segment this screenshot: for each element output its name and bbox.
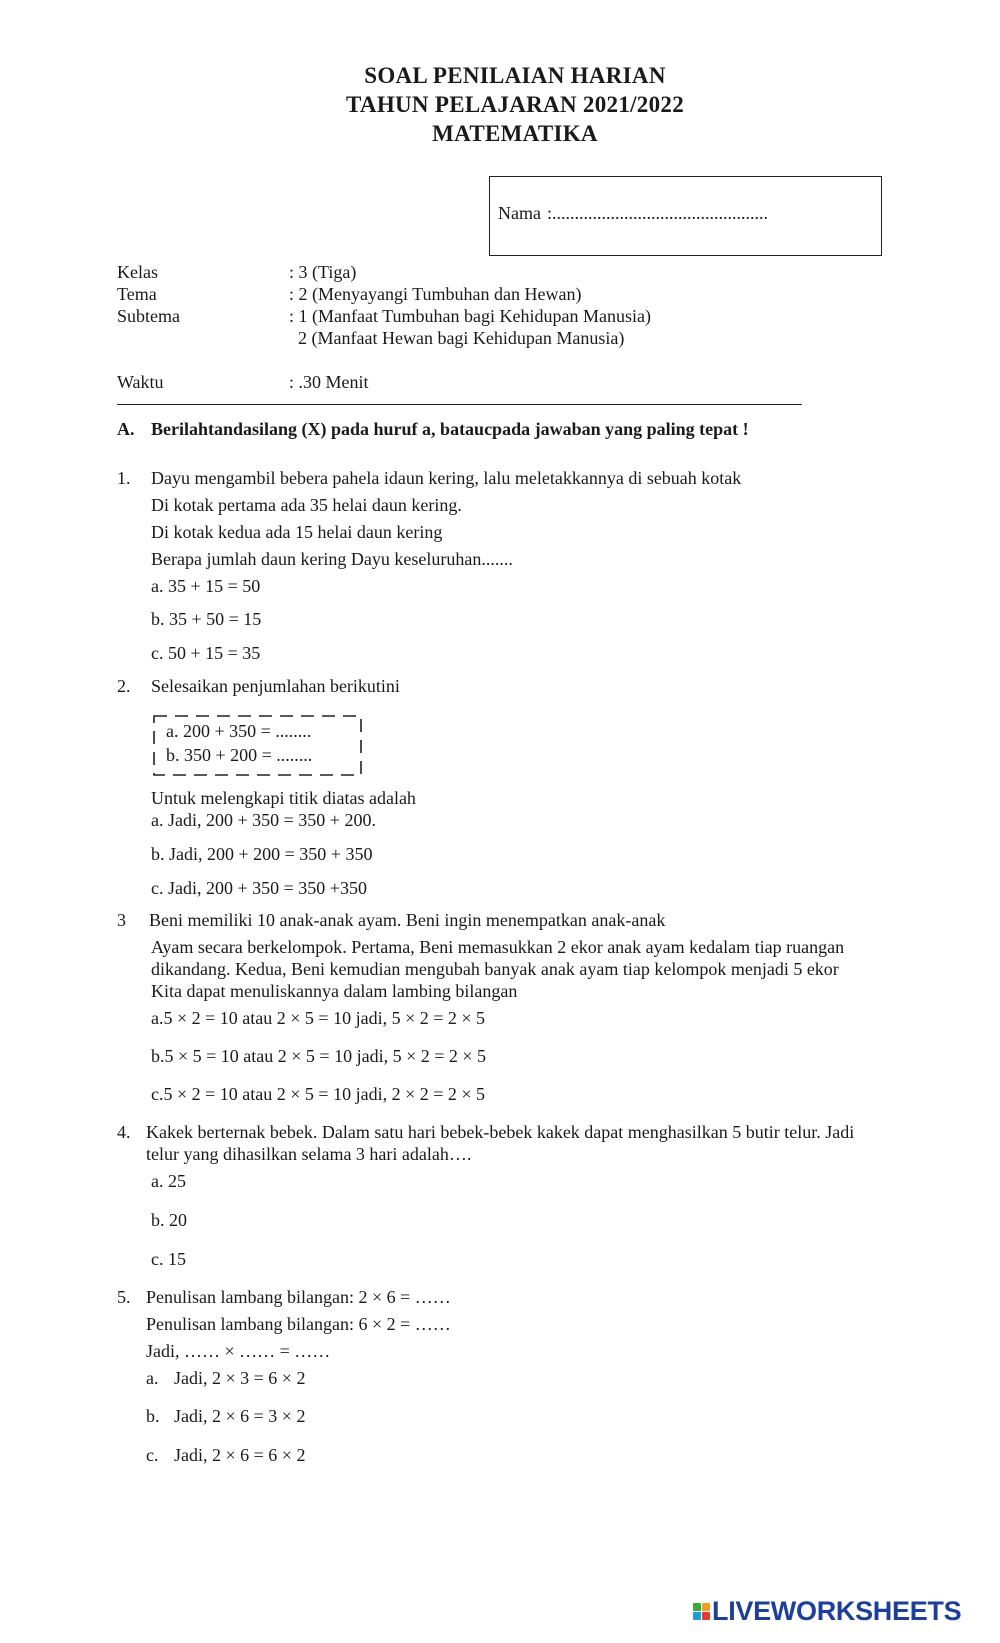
q2-text-2: Untuk melengkapi titik diatas adalah xyxy=(151,788,416,808)
q5-option-b-letter: b. xyxy=(146,1406,160,1426)
q3-text-3: dikandang. Kedua, Beni kemudian mengubah banyak anak ayam tiap kelompok menjadi 5 ekor xyxy=(151,959,839,979)
doc-title-line2: TAHUN PELAJARAN 2021/2022 xyxy=(345,92,685,117)
q5-option-a-letter: a. xyxy=(146,1368,159,1388)
q2-option-c[interactable]: c. Jadi, 200 + 350 = 350 +350 xyxy=(151,878,367,898)
logo-square-orange xyxy=(702,1603,710,1611)
doc-title-line1: SOAL PENILAIAN HARIAN xyxy=(364,63,666,88)
q5-option-c-letter: c. xyxy=(146,1445,159,1465)
tema-label: Tema xyxy=(117,284,157,304)
q1-text-4: Berapa jumlah daun kering Dayu keseluruhan....... xyxy=(151,549,513,569)
logo-square-cyan xyxy=(693,1612,701,1620)
waktu-value: : .30 Menit xyxy=(289,372,369,392)
q3-option-b[interactable]: b.5 × 5 = 10 atau 2 × 5 = 10 jadi, 5 × 2 = 2 × 5 xyxy=(151,1046,487,1066)
waktu-label: Waktu xyxy=(117,372,164,392)
subtema-label: Subtema xyxy=(117,306,180,326)
kelas-value: : 3 (Tiga) xyxy=(289,262,357,282)
logo-mark-icon xyxy=(693,1603,710,1620)
q2-box-line-b: b. 350 + 200 = ........ xyxy=(166,745,313,765)
q4-option-c[interactable]: c. 15 xyxy=(151,1249,186,1269)
q5-text-3: Jadi, …… × …… = …… xyxy=(146,1341,331,1361)
q1-option-a[interactable]: a. 35 + 15 = 50 xyxy=(151,576,261,596)
q2-option-a[interactable]: a. Jadi, 200 + 350 = 350 + 200. xyxy=(151,810,376,830)
logo-square-green xyxy=(693,1603,701,1611)
section-instruction: Berilahtandasilang (X) pada huruf a, bataucpada jawaban yang paling tepat ! xyxy=(151,419,749,439)
q2-number: 2. xyxy=(117,676,131,696)
q5-text-1: Penulisan lambang bilangan: 2 × 6 = …… xyxy=(146,1287,451,1307)
logo-text: LIVEWORKSHEETS xyxy=(712,1596,962,1626)
q5-option-a[interactable]: Jadi, 2 × 3 = 6 × 2 xyxy=(174,1368,306,1388)
q1-text-1: Dayu mengambil bebera pahela idaun kering, lalu meletakkannya di sebuah kotak xyxy=(151,468,742,488)
q5-option-b[interactable]: Jadi, 2 × 6 = 3 × 2 xyxy=(174,1406,306,1426)
q2-text-1: Selesaikan penjumlahan berikutini xyxy=(151,676,400,696)
divider-line xyxy=(117,404,802,405)
subtema-value-2: 2 (Manfaat Hewan bagi Kehidupan Manusia) xyxy=(298,328,625,348)
q2-option-b[interactable]: b. Jadi, 200 + 200 = 350 + 350 xyxy=(151,844,373,864)
q1-text-3: Di kotak kedua ada 15 helai daun kering xyxy=(151,522,443,542)
q3-text-4: Kita dapat menuliskannya dalam lambing bilangan xyxy=(151,981,518,1001)
q2-box-line-a: a. 200 + 350 = ........ xyxy=(166,721,312,741)
q4-option-a[interactable]: a. 25 xyxy=(151,1171,186,1191)
q1-text-2: Di kotak pertama ada 35 helai daun kering. xyxy=(151,495,462,515)
q5-number: 5. xyxy=(117,1287,131,1307)
section-letter: A. xyxy=(117,419,135,439)
subtema-value-1: : 1 (Manfaat Tumbuhan bagi Kehidupan Manusia) xyxy=(289,306,651,326)
name-label: Nama xyxy=(498,203,541,223)
q5-option-c[interactable]: Jadi, 2 × 6 = 6 × 2 xyxy=(174,1445,306,1465)
q4-text-2: telur yang dihasilkan selama 3 hari adalah…. xyxy=(146,1144,472,1164)
q3-option-c[interactable]: c.5 × 2 = 10 atau 2 × 5 = 10 jadi, 2 × 2 = 2 × 5 xyxy=(151,1084,486,1104)
tema-value: : 2 (Menyayangi Tumbuhan dan Hewan) xyxy=(289,284,582,304)
name-field[interactable]: :................................................ xyxy=(547,203,769,223)
q4-number: 4. xyxy=(117,1122,131,1142)
kelas-label: Kelas xyxy=(117,262,158,282)
q1-option-b[interactable]: b. 35 + 50 = 15 xyxy=(151,609,262,629)
q3-text-1: Beni memiliki 10 anak-anak ayam. Beni ingin menempatkan anak-anak xyxy=(149,910,666,930)
q1-option-c[interactable]: c. 50 + 15 = 35 xyxy=(151,643,261,663)
q4-text-1: Kakek berternak bebek. Dalam satu hari bebek-bebek kakek dapat menghasilkan 5 butir telur. Jadi xyxy=(146,1122,855,1142)
q1-number: 1. xyxy=(117,468,131,488)
liveworksheets-logo xyxy=(693,1596,961,1627)
q3-number: 3 xyxy=(117,910,126,930)
q3-option-a[interactable]: a.5 × 2 = 10 atau 2 × 5 = 10 jadi, 5 × 2 = 2 × 5 xyxy=(151,1008,486,1028)
doc-title-line3: MATEMATIKA xyxy=(432,121,598,146)
logo-square-red xyxy=(702,1612,710,1620)
q3-text-2: Ayam secara berkelompok. Pertama, Beni memasukkan 2 ekor anak ayam kedalam tiap ruangan xyxy=(151,937,845,957)
q4-option-b[interactable]: b. 20 xyxy=(151,1210,187,1230)
q5-text-2: Penulisan lambang bilangan: 6 × 2 = …… xyxy=(146,1314,451,1334)
